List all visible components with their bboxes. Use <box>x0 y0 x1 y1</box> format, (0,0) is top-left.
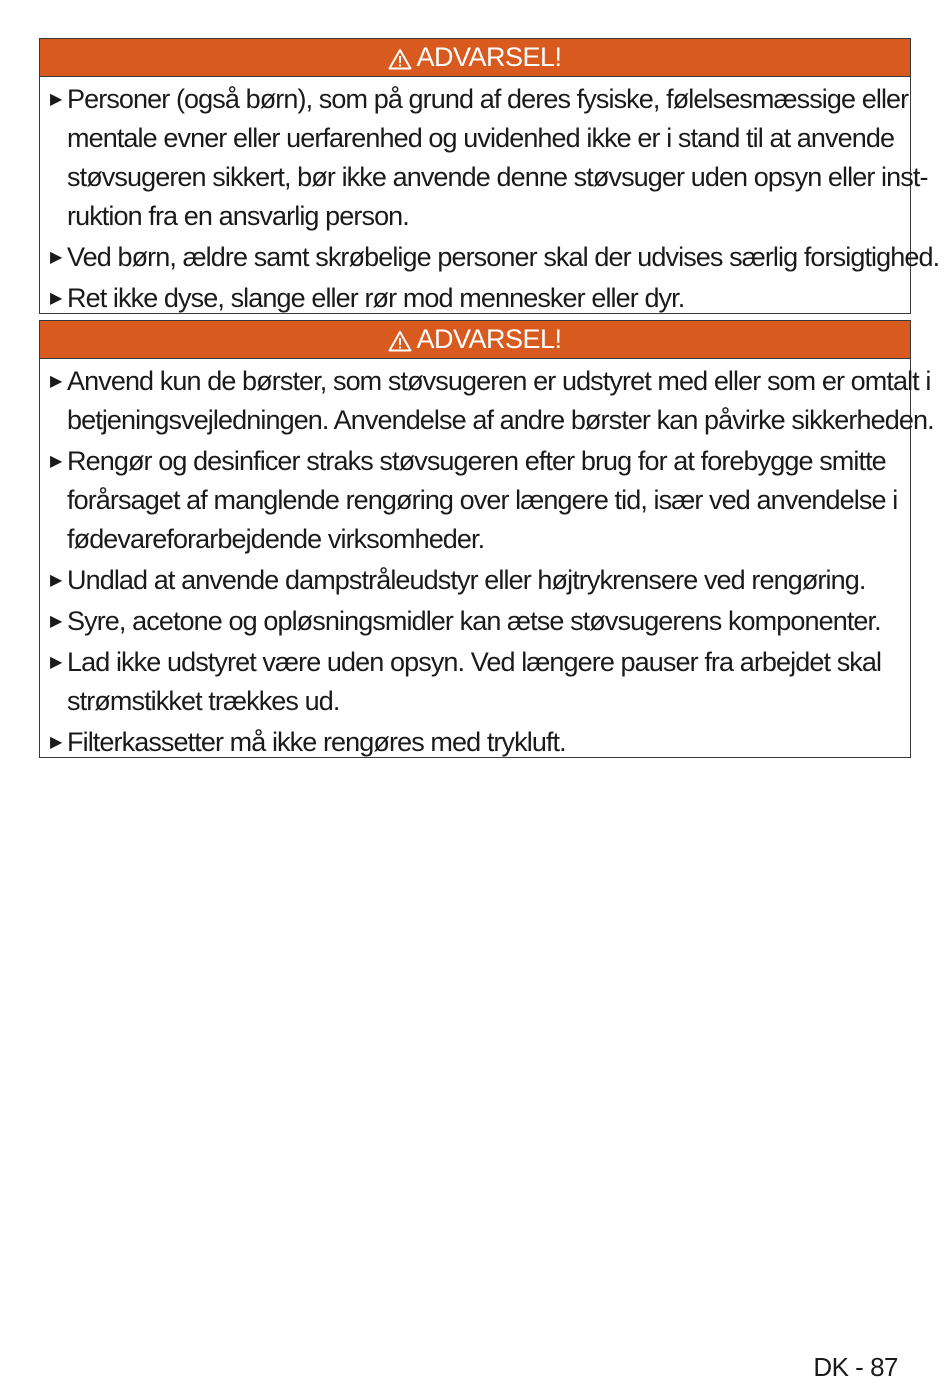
item-line: ruktion fra en ansvarlig person. <box>67 201 409 231</box>
bullet-icon: ▶ <box>50 453 62 470</box>
warning-header <box>40 39 910 77</box>
list-item <box>50 442 900 559</box>
item-line: betjeningsvejledningen. Anvendelse af andre børster kan påvirke sikkerheden. <box>67 405 934 435</box>
warning-title: ADVARSEL! <box>416 42 562 72</box>
bullet-icon: ▶ <box>50 249 62 266</box>
item-line: Lad ikke udstyret være uden opsyn. Ved længere pauser fra arbejdet skal <box>67 647 882 677</box>
bullet-icon: ▶ <box>50 734 62 751</box>
list-item <box>50 723 900 762</box>
item-line: Ved børn, ældre samt skrøbelige personer skal der udvises særlig forsigtighed. <box>67 242 940 272</box>
item-line: Ret ikke dyse, slange eller rør mod mennesker eller dyr. <box>67 283 685 313</box>
list-item <box>50 238 940 277</box>
item-line: Undlad at anvende dampstråleudstyr eller højtrykrensere ved rengøring. <box>67 565 866 595</box>
warning-box-1 <box>39 38 940 314</box>
bullet-icon: ▶ <box>50 290 62 307</box>
item-line: Anvend kun de børster, som støvsugeren er udstyret med eller som er omtalt i <box>67 366 931 396</box>
warning-box-2 <box>39 320 934 758</box>
bullet-icon: ▶ <box>50 572 62 589</box>
warning-list <box>40 359 934 762</box>
item-line: fødevareforarbejdende virksomheder. <box>67 524 485 554</box>
page-number: DK - 87 <box>813 1352 898 1382</box>
warning-title: ADVARSEL! <box>416 324 562 354</box>
warning-header <box>40 321 910 359</box>
list-item <box>50 561 900 600</box>
bullet-icon: ▶ <box>50 654 62 671</box>
item-line: Filterkassetter må ikke rengøres med trykluft. <box>67 727 566 757</box>
bullet-icon: ▶ <box>50 613 62 630</box>
item-line: strømstikket trækkes ud. <box>67 686 340 716</box>
list-item <box>50 80 928 236</box>
list-item <box>50 643 900 721</box>
list-item <box>50 362 934 440</box>
list-item <box>50 279 900 318</box>
item-line: støvsugeren sikkert, bør ikke anvende denne støvsuger uden opsyn eller inst- <box>67 162 928 192</box>
item-line: Personer (også børn), som på grund af deres fysiske, følelsesmæssige eller <box>67 84 909 114</box>
item-line: forårsaget af manglende rengøring over længere tid, især ved anvendelse i <box>67 485 898 515</box>
warning-triangle-icon <box>388 330 412 352</box>
item-line: Rengør og desinficer straks støvsugeren efter brug for at forebygge smitte <box>67 446 886 476</box>
warning-list <box>40 77 940 318</box>
item-line: mentale evner eller uerfarenhed og uvidenhed ikke er i stand til at anvende <box>67 123 895 153</box>
bullet-icon: ▶ <box>50 91 62 108</box>
item-line: Syre, acetone og opløsningsmidler kan ætse støvsugerens komponenter. <box>67 606 881 636</box>
bullet-icon: ▶ <box>50 373 62 390</box>
list-item <box>50 602 900 641</box>
warning-triangle-icon <box>388 48 412 70</box>
